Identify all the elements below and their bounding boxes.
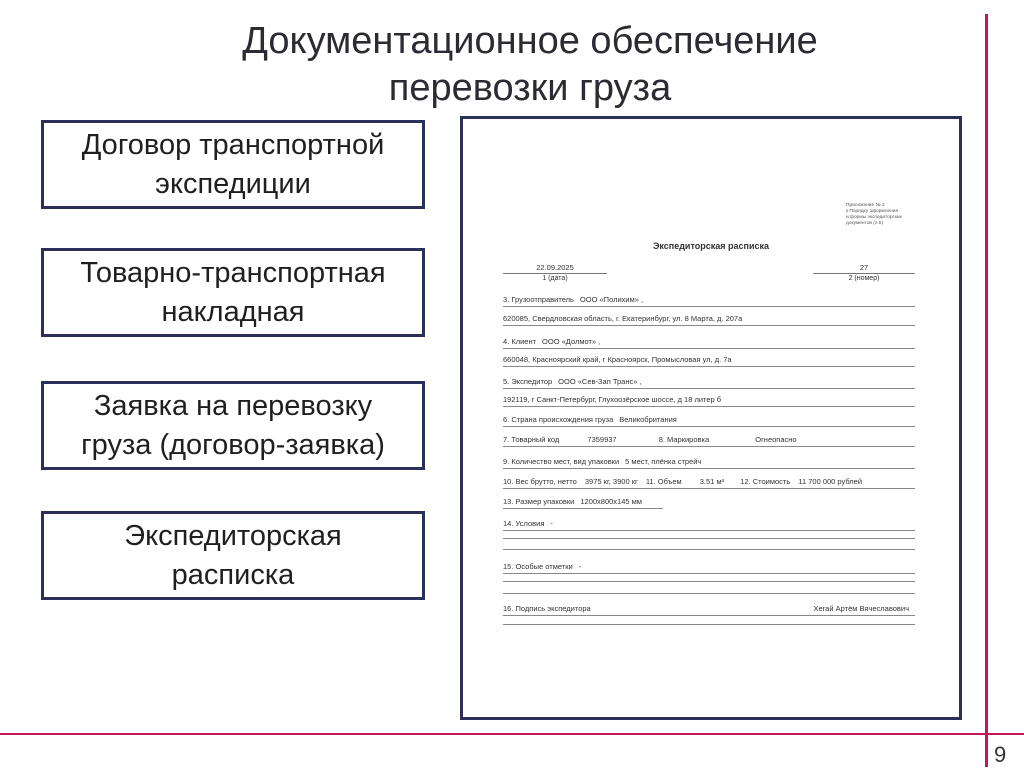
appendix-line: к Порядку оформления <box>846 209 899 214</box>
box-line: Договор транспортной <box>81 128 385 161</box>
blank-line <box>503 538 915 539</box>
appendix-line: Приложение № 2 <box>846 203 885 208</box>
field-label: 8. Маркировка <box>658 435 710 444</box>
field-value: 1200х800х145 мм <box>580 497 642 506</box>
field-label: 6. Страна происхождения груза <box>503 415 614 424</box>
shipper-row <box>503 295 915 307</box>
blank-line <box>503 549 915 550</box>
date-field <box>503 263 607 282</box>
field-value: 660048, Красноярский край, г Красноярск, Промысловая ул, д. 7а <box>503 355 732 364</box>
appendix-line: документов (п.5) <box>846 221 884 226</box>
field-value: Огнеопасно <box>755 435 797 444</box>
accent-horizontal-line <box>0 733 1024 735</box>
box-waybill <box>41 248 425 337</box>
field-value: 7359937 <box>587 435 617 444</box>
slide-title <box>120 18 940 112</box>
field-label: 7. Товарный код <box>503 435 560 444</box>
forwarder-receipt-document <box>460 116 962 720</box>
shipper-address-row <box>503 314 915 326</box>
field-label: 13. Размер упаковки <box>503 497 575 506</box>
box-transport-request <box>41 381 425 470</box>
document-title: Экспедиторская расписка <box>652 241 770 251</box>
field-value: ООО «Сев-Зап Транс» , <box>558 377 642 386</box>
date-value: 22.09.2025 <box>503 263 607 274</box>
code-marking-row <box>503 435 915 447</box>
slide-title-line2: перевозки груза <box>388 67 672 109</box>
size-row <box>503 497 663 509</box>
accent-vertical-line <box>985 14 988 767</box>
page-number: 9 <box>994 742 1007 767</box>
number-field <box>813 263 915 282</box>
box-transport-expedition-contract <box>41 120 425 209</box>
client-row <box>503 337 915 349</box>
signature-value: Хегай Артём Вячеславович <box>813 604 909 613</box>
field-value: 11 700 000 рублей <box>798 477 863 486</box>
field-label: 4. Клиент <box>503 337 537 346</box>
box-line: расписка <box>171 558 295 591</box>
number-value: 27 <box>813 263 915 274</box>
places-row <box>503 457 915 469</box>
origin-row <box>503 415 915 427</box>
field-value: 3.51 м³ <box>699 477 725 486</box>
field-label: 12. Стоимость <box>740 477 791 486</box>
field-label: 3. Грузоотправитель <box>503 295 574 304</box>
forwarder-address-row <box>503 395 915 407</box>
field-label: 10. Вес брутто, нетто <box>503 477 577 486</box>
field-value: 5 мест, плёнка стрейч <box>625 457 702 466</box>
field-value: 192119, г Санкт-Петербург, Глухоозёрское шоссе, д 18 литер б <box>503 395 722 404</box>
box-line: экспедиции <box>155 167 311 200</box>
field-value: ООО «Полихим» , <box>579 295 644 304</box>
field-label: 15. Особые отметки <box>503 562 573 571</box>
blank-line <box>503 624 915 625</box>
box-forwarder-receipt <box>41 511 425 600</box>
field-label: 5. Экспедитор <box>503 377 553 386</box>
appendix-line: и формы экспедиторских <box>846 215 903 220</box>
field-value: 620085, Свердловская область, г. Екатеринбург, ул. 8 Марта, д. 207а <box>503 314 743 323</box>
date-caption: 1 (дата) <box>542 275 568 282</box>
field-value: - <box>550 519 553 528</box>
blank-line <box>503 593 915 594</box>
notes-row <box>503 562 915 574</box>
field-label: 14. Условия <box>503 519 545 528</box>
weight-volume-cost-row <box>503 477 915 489</box>
blank-line <box>503 581 915 582</box>
field-label: 16. Подпись экспедитора <box>503 604 591 613</box>
field-label: 9. Количество мест, вид упаковки <box>503 457 620 466</box>
slide-title-line1: Документационное обеспечение <box>242 20 818 62</box>
field-value: Великобритания <box>619 415 677 424</box>
appendix-note <box>846 203 926 227</box>
field-value: - <box>578 562 582 571</box>
signature-row <box>503 604 915 616</box>
field-value: 3975 кг, 3900 кг <box>584 477 638 486</box>
box-line: Товарно-транспортная <box>80 256 386 289</box>
box-line: груза (договор-заявка) <box>81 428 385 461</box>
forwarder-row <box>503 377 915 389</box>
box-line: Экспедиторская <box>124 519 342 552</box>
field-label: 11. Объем <box>645 477 682 486</box>
conditions-row <box>503 519 915 531</box>
client-address-row <box>503 355 915 367</box>
box-line: Заявка на перевозку <box>93 389 373 422</box>
field-value: ООО «Долмот» , <box>542 337 601 346</box>
number-caption: 2 (номер) <box>848 275 880 282</box>
box-line: накладная <box>161 295 305 328</box>
